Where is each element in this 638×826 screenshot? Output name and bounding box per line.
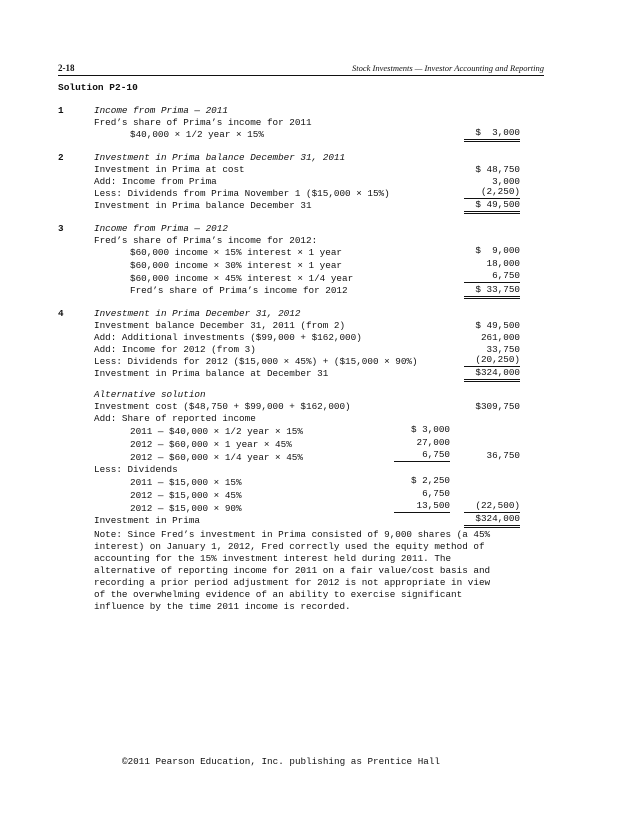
- section-2-number: 2: [58, 152, 64, 163]
- section-1-number: 1: [58, 105, 64, 116]
- s4-heading: Investment in Prima December 31, 2012: [94, 308, 301, 319]
- s1-line: Fred’s share of Prima’s income for 2011: [94, 117, 312, 128]
- s2-line: Add: Income from Prima: [94, 176, 217, 187]
- alt-outer-amount: (22,500): [464, 500, 520, 513]
- s2-amount: (2,250): [464, 186, 520, 199]
- note-line: recording a prior period adjustment for 2012 is not appropriate in view: [94, 577, 491, 588]
- note-line: alternative of reporting income for 2011 on a fair value/cost basis and: [94, 565, 491, 576]
- alt-line: Investment cost ($48,750 + $99,000 + $162,000): [94, 401, 351, 412]
- alt-inner-amount: $ 3,000: [410, 424, 450, 435]
- s4-line: Investment in Prima balance at December 31: [94, 368, 329, 379]
- s4-amount: $324,000: [464, 367, 520, 382]
- s2-line: Investment in Prima at cost: [94, 164, 245, 175]
- s1-amount: $ 3,000: [464, 127, 520, 142]
- s2-line: Investment in Prima balance December 31: [94, 200, 312, 211]
- alt-line: 2012 — $60,000 × 1 year × 45%: [130, 439, 292, 450]
- note-line: of the overwhelming evidence of an ability to exercise significant: [94, 589, 463, 600]
- note-line: Note: Since Fred’s investment in Prima consisted of 9,000 shares (a 45%: [94, 529, 491, 540]
- s4-line: Add: Income for 2012 (from 3): [94, 344, 256, 355]
- s2-amount: 3,000: [492, 176, 520, 187]
- s3-amount: $ 33,750: [464, 284, 520, 299]
- footer-copyright: ©2011 Pearson Education, Inc. publishing as Prentice Hall: [122, 756, 441, 767]
- s3-line: $60,000 income × 15% interest × 1 year: [130, 247, 343, 258]
- s2-line: Less: Dividends from Prima November 1 ($15,000 × 15%): [94, 188, 390, 199]
- chapter-title: Stock Investments — Investor Accounting and Reporting: [352, 63, 544, 73]
- s4-line: Investment balance December 31, 2011 (from 2): [94, 320, 346, 331]
- header-rule: [58, 75, 544, 76]
- alt-inner-amount: 27,000: [416, 437, 450, 448]
- s4-line: Less: Dividends for 2012 ($15,000 × 45%) + ($15,000 × 90%): [94, 356, 418, 367]
- note-line: accounting for the 15% investment interest held during 2011. The: [94, 553, 452, 564]
- s3-line: Fred’s share of Prima’s income for 2012: [130, 285, 348, 296]
- alt-line: Less: Dividends: [94, 464, 178, 475]
- s4-line: Add: Additional investments ($99,000 + $162,000): [94, 332, 362, 343]
- alt-line: Add: Share of reported income: [94, 413, 256, 424]
- section-4-number: 4: [58, 308, 64, 319]
- s3-amount: 18,000: [486, 258, 520, 269]
- page-number: 2-18: [58, 63, 75, 73]
- s3-line: $60,000 income × 45% interest × 1/4 year: [130, 273, 354, 284]
- alt-heading: Alternative solution: [94, 389, 206, 400]
- s2-amount: $ 48,750: [475, 164, 520, 175]
- s3-amount: $ 9,000: [475, 245, 520, 256]
- alt-inner-amount: 6,750: [394, 449, 450, 462]
- s4-amount: $ 49,500: [475, 320, 520, 331]
- alt-inner-amount: 6,750: [422, 488, 450, 499]
- s3-amount: 6,750: [464, 270, 520, 283]
- s2-heading: Investment in Prima balance December 31, 2011: [94, 152, 346, 163]
- section-3-number: 3: [58, 223, 64, 234]
- alt-outer-amount: $324,000: [464, 513, 520, 528]
- s3-heading: Income from Prima — 2012: [94, 223, 228, 234]
- alt-line: 2011 — $15,000 × 15%: [130, 477, 242, 488]
- alt-outer-amount: $309,750: [475, 401, 520, 412]
- s2-amount: $ 49,500: [464, 199, 520, 214]
- alt-line: 2012 — $15,000 × 90%: [130, 503, 242, 514]
- s4-amount: 33,750: [486, 344, 520, 355]
- alt-line: Investment in Prima: [94, 515, 201, 526]
- alt-inner-amount: 13,500: [394, 500, 450, 513]
- s1-line: $40,000 × 1/2 year × 15%: [130, 129, 264, 140]
- solution-title: Solution P2-10: [58, 82, 138, 93]
- alt-outer-amount: 36,750: [486, 450, 520, 461]
- s4-amount: (20,250): [464, 354, 520, 367]
- s3-line: $60,000 income × 30% interest × 1 year: [130, 260, 343, 271]
- note-line: influence by the time 2011 income is recorded.: [94, 601, 351, 612]
- s1-heading: Income from Prima — 2011: [94, 105, 228, 116]
- note-line: interest) on January 1, 2012, Fred correctly used the equity method of: [94, 541, 485, 552]
- alt-inner-amount: $ 2,250: [410, 475, 450, 486]
- alt-line: 2012 — $60,000 × 1/4 year × 45%: [130, 452, 303, 463]
- s3-line: Fred’s share of Prima’s income for 2012:: [94, 235, 318, 246]
- alt-line: 2011 — $40,000 × 1/2 year × 15%: [130, 426, 303, 437]
- alt-line: 2012 — $15,000 × 45%: [130, 490, 242, 501]
- s4-amount: 261,000: [480, 332, 520, 343]
